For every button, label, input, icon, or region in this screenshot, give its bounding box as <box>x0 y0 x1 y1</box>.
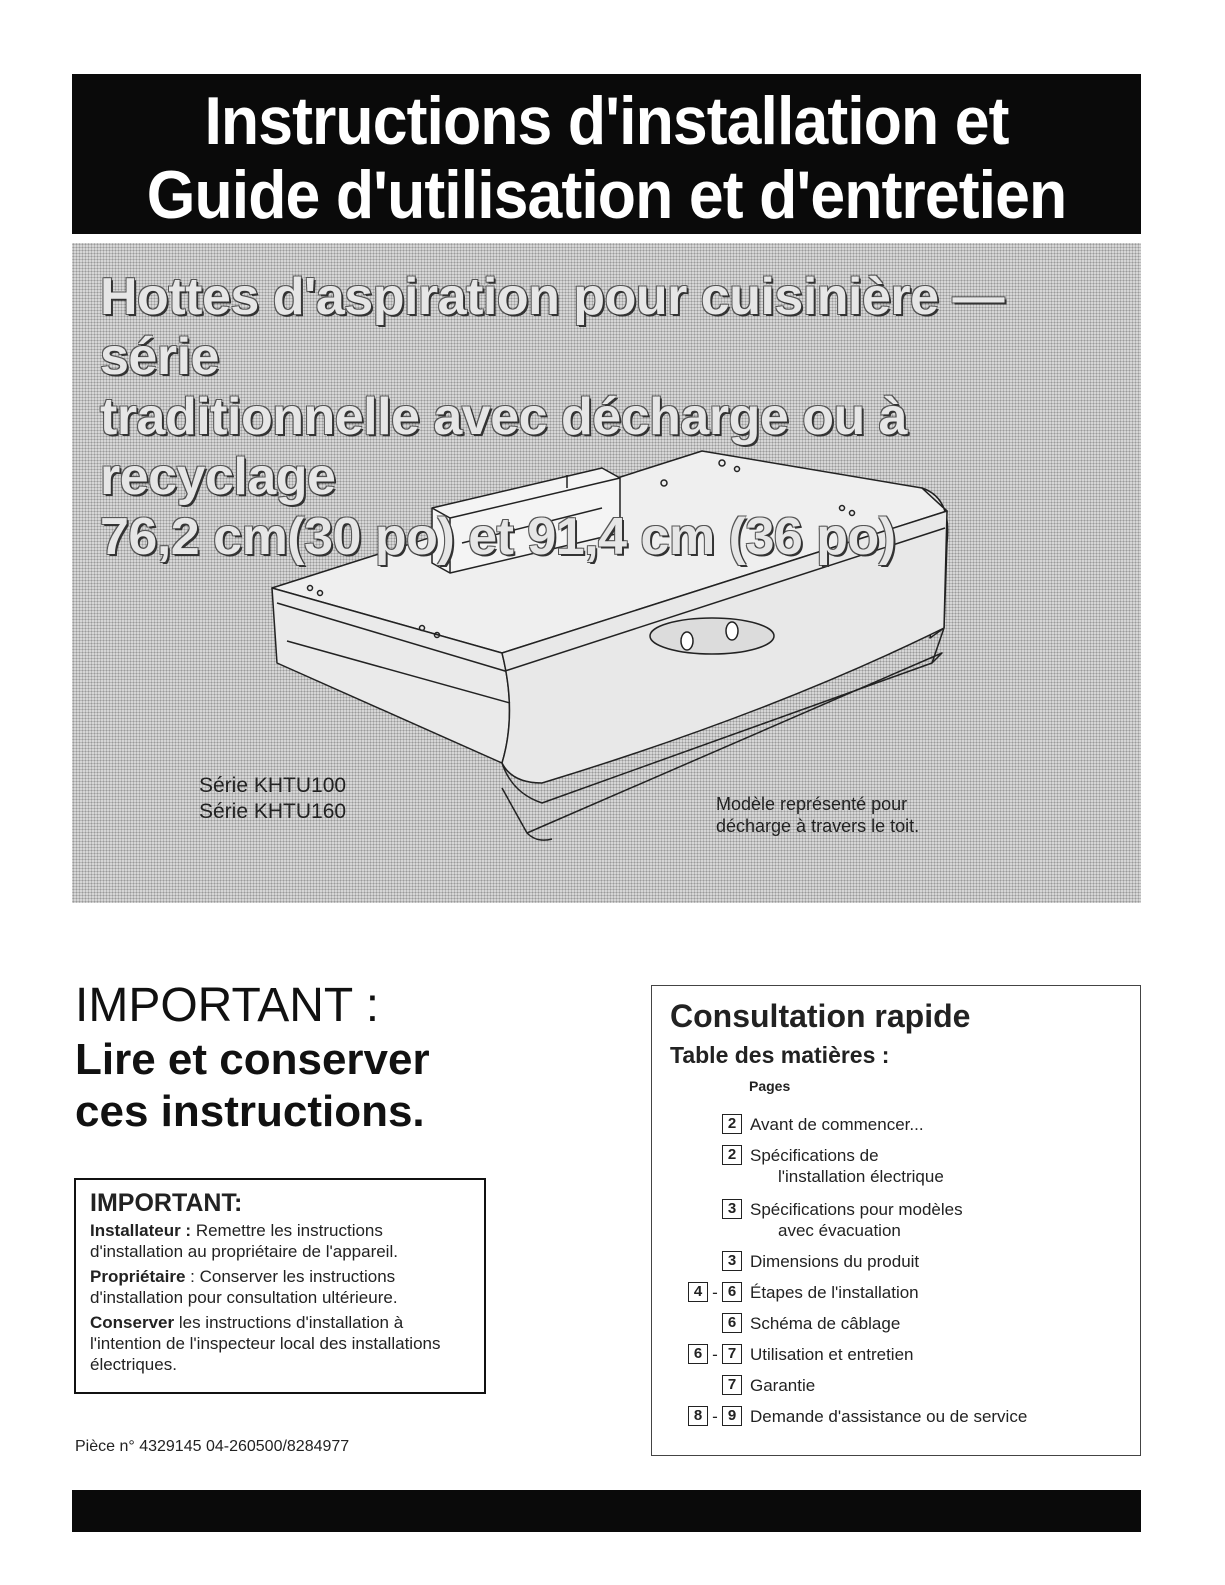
range-dash: - <box>712 1345 718 1364</box>
page-number: 7 <box>722 1375 742 1395</box>
important-box-title: IMPORTANT: <box>90 1189 243 1217</box>
product-title-line-2: traditionnelle avec décharge ou à recyclage <box>100 388 908 506</box>
owner-note <box>90 1266 478 1308</box>
owner-text: : Conserver les instructions d'installation pour consultation ultérieure. <box>90 1267 398 1307</box>
toc-entry-line-1: Dimensions du produit <box>750 1252 920 1271</box>
toc-entry-line-1: Spécifications pour modèles <box>750 1200 963 1219</box>
toc-page-range <box>652 1114 742 1135</box>
owner-label: Propriétaire <box>90 1267 186 1286</box>
keep-text: les instructions d'installation à l'intention de l'inspecteur local des installations électriques. <box>90 1313 441 1374</box>
series-item: Série KHTU100 <box>199 774 347 797</box>
footer-bar <box>72 1490 1141 1532</box>
series-item: Série KHTU160 <box>199 800 347 823</box>
part-number: Pièce n° 4329145 04-260500/8284977 <box>75 1438 350 1455</box>
page-number: 6 <box>722 1282 742 1302</box>
installer-note <box>90 1220 478 1262</box>
toc-page-range <box>652 1344 742 1365</box>
toc-entry-text <box>750 1375 1110 1396</box>
important-notice-heading <box>75 978 595 1138</box>
toc-entry-text <box>750 1313 1110 1334</box>
toc-page-range <box>652 1313 742 1334</box>
series-list <box>199 773 346 825</box>
toc-entry-text <box>750 1114 1110 1135</box>
page-number: 3 <box>722 1199 742 1219</box>
toc-entry-line-1: Étapes de l'installation <box>750 1283 919 1302</box>
installer-label: Installateur : <box>90 1221 192 1240</box>
model-caption-line-2: décharge à travers le toit. <box>716 816 920 836</box>
important-heading-line-2: Lire et conserver <box>75 1035 430 1084</box>
page-number: 2 <box>722 1114 742 1134</box>
range-dash: - <box>712 1407 718 1426</box>
quick-reference-title: Consultation rapide <box>670 998 971 1034</box>
page-number: 6 <box>722 1313 742 1333</box>
model-caption-line-1: Modèle représenté pour <box>716 794 908 814</box>
document-title-banner <box>72 74 1141 234</box>
important-heading-line-1: IMPORTANT : <box>75 979 380 1032</box>
toc-entry-line-1: Spécifications de <box>750 1146 879 1165</box>
pages-label: Pages <box>749 1078 791 1094</box>
toc-page-range <box>652 1199 742 1220</box>
range-dash: - <box>712 1283 718 1302</box>
product-hero-panel <box>72 243 1141 903</box>
page-number: 2 <box>722 1145 742 1165</box>
toc-entry-text <box>750 1344 1110 1365</box>
title-line-2: Guide d'utilisation et d'entretien <box>146 157 1067 233</box>
title-line-1: Instructions d'installation et <box>204 83 1009 159</box>
product-title-line-3: 76,2 cm(30 po) et 91,4 cm (36 po) <box>100 508 896 566</box>
page-number-start: 8 <box>688 1406 708 1426</box>
toc-entry-text <box>750 1282 1110 1303</box>
keep-note <box>90 1312 478 1375</box>
installer-text: Remettre les instructions d'installation au propriétaire de l'appareil. <box>90 1221 398 1261</box>
toc-page-range <box>652 1406 742 1427</box>
toc-page-range <box>652 1251 742 1272</box>
toc-entry-text <box>750 1145 1110 1187</box>
toc-subtitle: Table des matières : <box>670 1042 890 1068</box>
product-title <box>100 267 1130 567</box>
keep-label: Conserver <box>90 1313 175 1332</box>
page-number-start: 6 <box>688 1344 708 1364</box>
toc-entry-line-2: avec évacuation <box>778 1221 901 1240</box>
toc-entry-text <box>750 1406 1110 1427</box>
quick-reference-box <box>651 985 1141 1456</box>
toc-entry-text <box>750 1199 1110 1241</box>
toc-page-range <box>652 1282 742 1303</box>
model-caption <box>716 793 919 837</box>
page-number: 9 <box>722 1406 742 1426</box>
page-number: 7 <box>722 1344 742 1364</box>
toc-entry-line-1: Avant de commencer... <box>750 1115 924 1134</box>
page-number-start: 4 <box>688 1282 708 1302</box>
important-heading-line-3: ces instructions. <box>75 1087 425 1136</box>
toc-entry-line-1: Garantie <box>750 1376 816 1395</box>
toc-page-range <box>652 1145 742 1166</box>
toc-entry-line-2: l'installation électrique <box>778 1167 944 1186</box>
page-number: 3 <box>722 1251 742 1271</box>
toc-page-range <box>652 1375 742 1396</box>
toc-entry-line-1: Demande d'assistance ou de service <box>750 1407 1028 1426</box>
product-title-line-1: Hottes d'aspiration pour cuisinière — série <box>100 268 1005 386</box>
toc-entry-text <box>750 1251 1110 1272</box>
toc-entry-line-1: Utilisation et entretien <box>750 1345 914 1364</box>
important-notice-box <box>74 1178 486 1394</box>
toc-entry-line-1: Schéma de câblage <box>750 1314 901 1333</box>
